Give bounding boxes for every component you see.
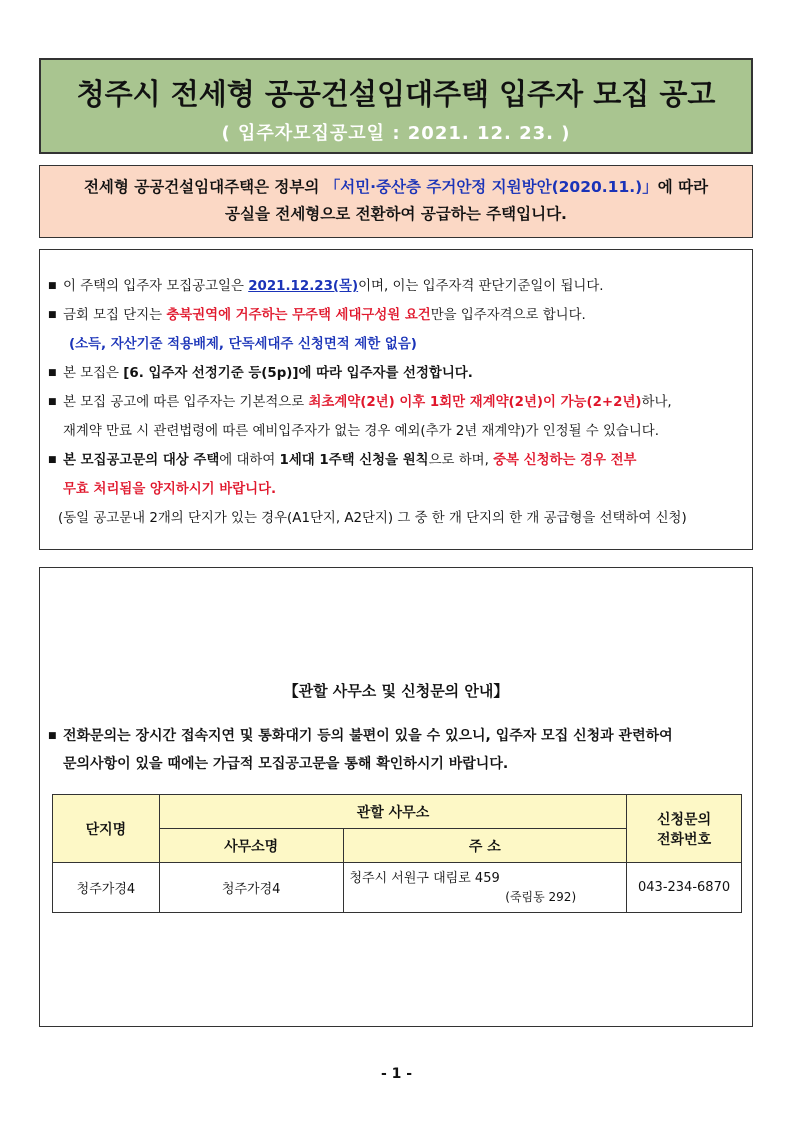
office-info-box: [39, 567, 753, 1027]
announcement-date-highlight: 2021.12.23(목): [248, 279, 359, 294]
title-banner: [39, 58, 753, 154]
duplicate-warning-highlight: 중복 신청하는 경우 전부: [493, 453, 637, 468]
bullet-square-icon: ■: [48, 455, 57, 465]
intro-box: [39, 165, 753, 238]
page-title: 청주시 전세형 공공건설임대주택 입주자 모집 공고: [76, 77, 716, 111]
phone-inquiry-note: ■ 전화문의는 장시간 접속지연 및 통화대기 등의 불편이 있을 수 있으니, 입주자 모집 신청과 관련하여 문의사항이 있을 때에는 가급적 모집공고문을 통해 확인하시기 바랍니다.: [48, 722, 744, 778]
notice-item-note: (소득, 자산기준 적용배제, 단독세대주 신청면적 제한 없음): [69, 337, 417, 352]
intro-text-post: 에 따라: [657, 178, 709, 196]
notice-item-note: (동일 공고문내 2개의 단지가 있는 경우(A1단지, A2단지) 그 중 한 개 단지의 한 개 공급형을 선택하여 신청): [58, 511, 687, 526]
bullet-square-icon: ■: [48, 397, 57, 407]
cell-office: 청주가경4: [159, 863, 343, 913]
contract-term-highlight: 최초계약(2년) 이후 1회만 재계약(2년)이 가능(2+2년): [308, 395, 642, 410]
office-heading: 【관할 사무소 및 신청문의 안내】: [283, 682, 509, 700]
announcement-date: ( 입주자모집공고일 : 2021. 12. 23. ): [221, 123, 571, 144]
notice-box: [39, 249, 753, 550]
header-office-group: 관할 사무소: [159, 795, 626, 829]
bullet-square-icon: ■: [48, 731, 57, 741]
notice-item: ■ 본 모집 공고에 따른 입주자는 기본적으로 최초계약(2년) 이후 1회만 재계약(2년)이 가능(2+2년)하나,: [48, 388, 742, 417]
bullet-square-icon: ■: [48, 368, 57, 378]
eligibility-highlight: 충북권역에 거주하는 무주택 세대구성원 요건: [166, 308, 431, 323]
intro-line-2: 공실을 전세형으로 전환하여 공급하는 주택입니다.: [225, 205, 567, 223]
page-number: - 1 -: [380, 1066, 413, 1082]
notice-item-continued: 무효 처리됨을 양지하시기 바랍니다.: [63, 482, 277, 497]
header-address: 주 소: [343, 829, 627, 863]
intro-line-1: [40, 174, 752, 201]
notice-item-continued: 재계약 만료 시 관련법령에 따른 예비입주자가 없는 경우 예외(추가 2년 재계약)가 인정될 수 있습니다.: [63, 424, 659, 439]
notice-item: ■ 본 모집은 [6. 입주자 선정기준 등(5p)]에 따라 입주자를 선정합니다.: [48, 359, 742, 388]
cell-complex: 청주가경4: [53, 863, 160, 913]
header-office-name: 사무소명: [159, 829, 343, 863]
intro-policy-highlight: 「서민·중산층 주거안정 지원방안(2020.11.)」: [324, 178, 658, 196]
intro-text: 전세형 공공건설임대주택은 정부의: [83, 178, 320, 196]
notice-item: ■ 이 주택의 입주자 모집공고일은 2021.12.23(목)이며, 이는 입주자격 판단기준일이 됩니다.: [48, 272, 742, 301]
table-row: [53, 863, 742, 913]
cell-phone: 043-234-6870: [627, 863, 742, 913]
notice-item: ■ 금회 모집 단지는 충북권역에 거주하는 무주택 세대구성원 요건만을 입주자격으로 합니다.: [48, 301, 742, 330]
office-table: [52, 794, 742, 913]
notice-item: ■ 본 모집공고문의 대상 주택에 대하여 1세대 1주택 신청을 원칙으로 하며, 중복 신청하는 경우 전부: [48, 446, 742, 475]
header-complex: 단지명: [53, 795, 160, 863]
bullet-square-icon: ■: [48, 310, 57, 320]
bullet-square-icon: ■: [48, 281, 57, 291]
cell-address: 청주시 서원구 대림로 459 (죽림동 292): [343, 863, 627, 913]
header-phone: 신청문의 전화번호: [627, 795, 742, 863]
